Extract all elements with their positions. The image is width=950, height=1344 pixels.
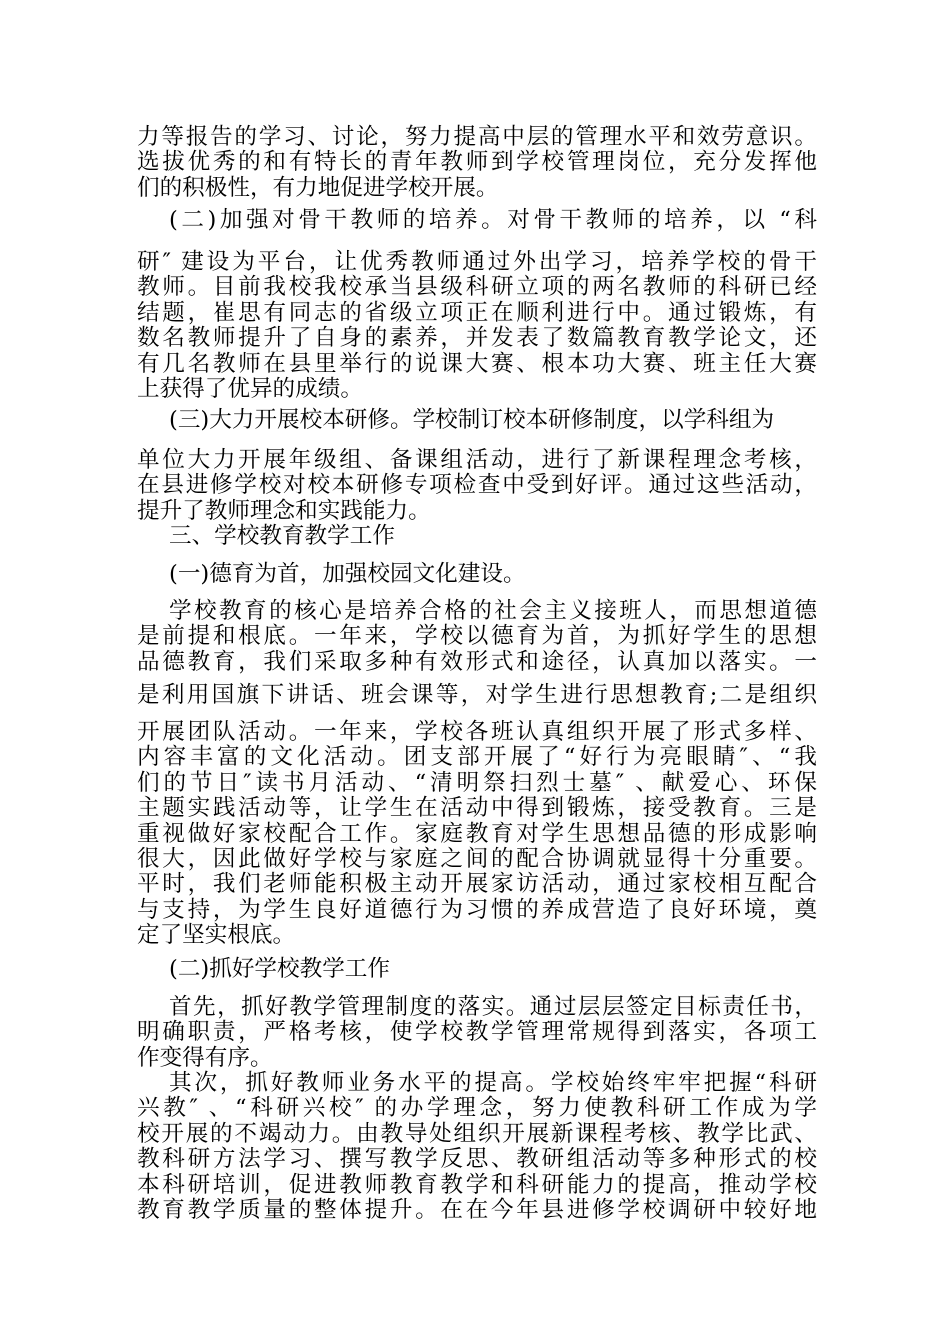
text-line: (一)德育为首，加强校园文化建设。 — [169, 561, 526, 587]
text-line: (三)大力开展校本研修。学校制订校本研修制度，以学科组为 — [169, 407, 775, 433]
text-line: 学校教育的核心是培养合格的社会主义接班人，而思想道德 — [169, 598, 817, 624]
text-line: 们的节日″读书月活动、“清明祭扫烈士墓″ 、献爱心、环保 — [137, 769, 817, 796]
text-line: 兴教″ 、“科研兴校″ 的办学理念，努力使教科研工作成为学 — [137, 1095, 817, 1122]
text-line: 结题，崔思有同志的省级立项正在顺利进行中。通过锻炼，有 — [137, 299, 817, 326]
paragraph-flag-speech — [137, 683, 817, 708]
paragraph-management-training — [137, 125, 817, 201]
text-line: 平时，我们老师能积极主动开展家访活动，通过家校相互配合 — [137, 871, 817, 898]
text-line: 教科研方法学习、撰写教学反思、教研组活动等多种形式的校 — [137, 1146, 817, 1173]
text-line: 上获得了优异的成绩。 — [137, 375, 363, 402]
paragraph-teacher-improvement — [137, 1071, 817, 1223]
text-line: (二)抓好学校教学工作 — [169, 956, 390, 982]
text-line: 三、学校教育教学工作 — [169, 523, 395, 549]
paragraph-heading-backbone-teachers — [137, 208, 817, 233]
text-line: (二)加强对骨干教师的培养。对骨干教师的培养，以 “科 — [169, 207, 817, 233]
paragraph-group-activities — [137, 720, 817, 949]
text-line: 很大，因此做好学校与家庭之间的配合协调就显得十分重要。 — [137, 845, 817, 872]
paragraph-backbone-teachers — [137, 250, 817, 402]
text-line: 定了坚实根底。 — [137, 922, 296, 949]
paragraph-heading-moral-education — [137, 562, 817, 587]
text-line: 在县进修学校对校本研修专项检查中受到好评。通过这些活动， — [137, 472, 817, 499]
text-line: 是利用国旗下讲话、班会课等，对学生进行思想教育;二是组织 — [137, 682, 817, 708]
text-line: 是前提和根底。一年来，学校以德育为首，为抓好学生的思想 — [137, 623, 817, 650]
text-line: 选拔优秀的和有特长的青年教师到学校管理岗位，充分发挥他 — [137, 149, 817, 176]
text-line: 开展团队活动。一年来，学校各班认真组织开展了形式多样、 — [137, 719, 817, 745]
text-line: 数名教师提升了自身的素养，并发表了数篇教育教学论文，还 — [137, 325, 817, 352]
text-line: 首先，抓好教学管理制度的落实。通过层层签定目标责任书， — [169, 994, 817, 1020]
text-line: 教育教学质量的整体提升。在在今年县进修学校调研中较好地 — [137, 1196, 817, 1223]
paragraph-school-research — [137, 448, 817, 524]
text-line: 力等报告的学习、讨论，努力提高中层的管理水平和效劳意识。 — [137, 124, 817, 150]
text-line: 们的积极性，有力地促进学校开展。 — [137, 174, 499, 201]
paragraph-moral-education — [137, 599, 817, 675]
text-line: 主题实践活动等，让学生在活动中得到锻炼，接受教育。三是 — [137, 795, 817, 822]
text-line: 教师。目前我校我校承当县级科研立项的两名教师的科研已经 — [137, 274, 817, 301]
paragraph-heading-teaching-work — [137, 957, 817, 982]
text-line: 作变得有序。 — [137, 1044, 273, 1071]
text-line: 单位大力开展年级组、备课组活动，进行了新课程理念考核， — [137, 447, 817, 473]
text-line: 其次，抓好教师业务水平的提高。学校始终牢牢把握“科研 — [169, 1070, 817, 1096]
text-line: 提升了教师理念和实践能力。 — [137, 497, 431, 524]
text-line: 与支持，为学生良好道德行为习惯的养成营造了良好环境，奠 — [137, 896, 817, 923]
text-line: 明确职责，严格考核，使学校教学管理常规得到落实，各项工 — [137, 1019, 817, 1046]
text-line: 有几名教师在县里举行的说课大赛、根本功大赛、班主任大赛 — [137, 350, 817, 377]
paragraph-teaching-management — [137, 995, 817, 1071]
text-line: 研″ 建设为平台，让优秀教师通过外出学习，培养学校的骨干 — [137, 249, 817, 275]
text-line: 品德教育，我们采取多种有效形式和途径，认真加以落实。一 — [137, 648, 817, 675]
paragraph-heading-school-research — [137, 408, 817, 433]
text-line: 校开展的不竭动力。由教导处组织开展新课程考核、教学比武、 — [137, 1120, 817, 1147]
text-line: 重视做好家校配合工作。家庭教育对学生思想品德的形成影响 — [137, 820, 817, 847]
text-line: 内容丰富的文化活动。团支部开展了“好行为亮眼睛″、“我 — [137, 744, 817, 771]
text-line: 本科研培训，促进教师教育教学和科研能力的提高，推动学校 — [137, 1171, 817, 1198]
section-heading-education-work — [137, 524, 817, 549]
